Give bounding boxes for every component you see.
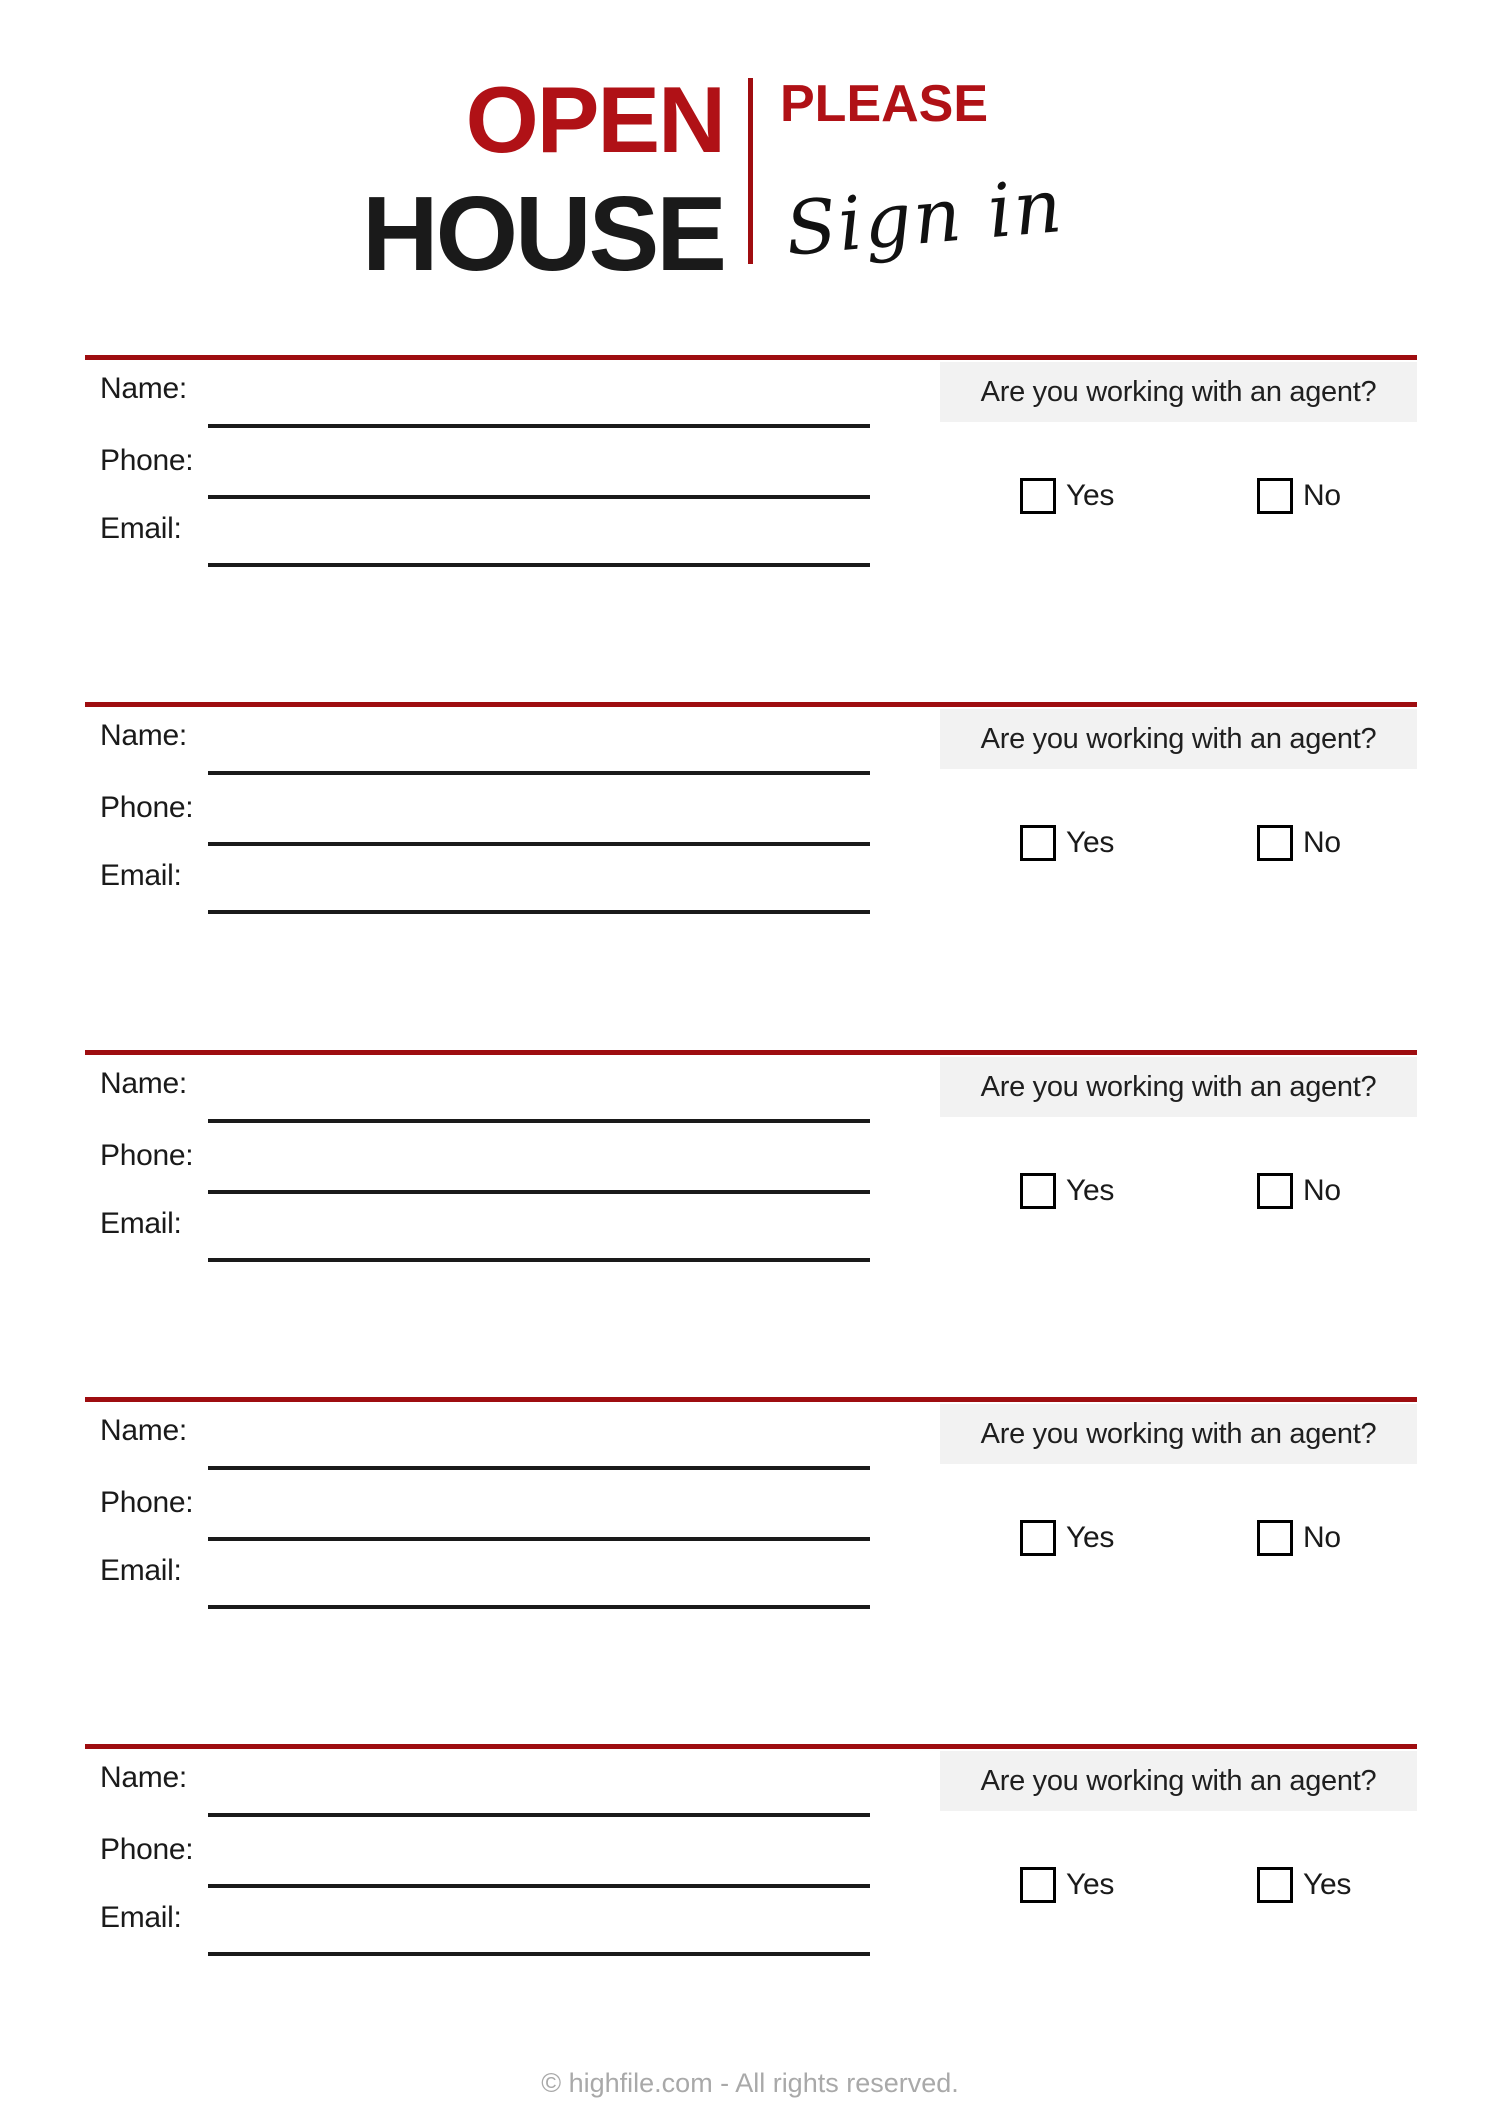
agent-no-choice bbox=[1257, 1171, 1341, 1211]
logo-please-text: PLEASE bbox=[780, 75, 989, 133]
section-top-rule bbox=[85, 702, 1417, 707]
logo-house-text: HOUSE bbox=[362, 175, 724, 293]
no-label: No bbox=[1303, 1174, 1341, 1207]
phone-label: Phone: bbox=[100, 1833, 194, 1866]
agent-question-box: Are you working with an agent? bbox=[940, 1751, 1417, 1811]
agent-question-box: Are you working with an agent? bbox=[940, 1057, 1417, 1117]
agent-question-box: Are you working with an agent? bbox=[940, 1404, 1417, 1464]
yes-checkbox[interactable] bbox=[1020, 1173, 1056, 1209]
agent-no-choice bbox=[1257, 823, 1341, 863]
name-write-line[interactable] bbox=[208, 1119, 870, 1123]
agent-yes-choice bbox=[1020, 1171, 1114, 1211]
logo-open-text: OPEN bbox=[465, 67, 724, 172]
name-label: Name: bbox=[100, 1414, 187, 1447]
agent-question-box: Are you working with an agent? bbox=[940, 709, 1417, 769]
name-write-line[interactable] bbox=[208, 1813, 870, 1817]
no-checkbox[interactable] bbox=[1257, 825, 1293, 861]
email-label: Email: bbox=[100, 1554, 182, 1587]
no-checkbox[interactable] bbox=[1257, 478, 1293, 514]
email-label: Email: bbox=[100, 512, 182, 545]
email-write-line[interactable] bbox=[208, 563, 870, 567]
yes-label: Yes bbox=[1066, 1174, 1115, 1207]
name-label: Name: bbox=[100, 1067, 187, 1100]
phone-write-line[interactable] bbox=[208, 1884, 870, 1888]
yes-label: Yes bbox=[1066, 479, 1115, 512]
phone-write-line[interactable] bbox=[208, 1537, 870, 1541]
sign-in-entry-1 bbox=[0, 355, 1500, 702]
yes-checkbox[interactable] bbox=[1020, 825, 1056, 861]
logo-sign-in-script-text: Sign in bbox=[782, 162, 1067, 273]
yes-checkbox[interactable] bbox=[1020, 1520, 1056, 1556]
no-checkbox[interactable] bbox=[1257, 1520, 1293, 1556]
phone-label: Phone: bbox=[100, 1486, 194, 1519]
agent-yes-choice bbox=[1020, 476, 1114, 516]
email-write-line[interactable] bbox=[208, 1605, 870, 1609]
phone-label: Phone: bbox=[100, 791, 194, 824]
section-top-rule bbox=[85, 355, 1417, 360]
sign-in-entry-2 bbox=[0, 702, 1500, 1049]
logo-subtitle bbox=[780, 75, 1067, 273]
logo-vertical-divider bbox=[748, 78, 753, 264]
phone-label: Phone: bbox=[100, 1139, 194, 1172]
section-top-rule bbox=[85, 1050, 1417, 1055]
agent-no-choice bbox=[1257, 1518, 1341, 1558]
no-label: No bbox=[1303, 826, 1341, 859]
phone-write-line[interactable] bbox=[208, 842, 870, 846]
yes-label: Yes bbox=[1066, 1521, 1115, 1554]
name-label: Name: bbox=[100, 719, 187, 752]
name-label: Name: bbox=[100, 372, 187, 405]
agent-no-choice bbox=[1257, 1865, 1351, 1905]
name-write-line[interactable] bbox=[208, 424, 870, 428]
section-top-rule bbox=[85, 1744, 1417, 1749]
phone-label: Phone: bbox=[100, 444, 194, 477]
agent-yes-choice bbox=[1020, 823, 1114, 863]
email-label: Email: bbox=[100, 859, 182, 892]
email-write-line[interactable] bbox=[208, 1952, 870, 1956]
no-label: No bbox=[1303, 1521, 1341, 1554]
section-top-rule bbox=[85, 1397, 1417, 1402]
agent-question-box: Are you working with an agent? bbox=[940, 362, 1417, 422]
email-label: Email: bbox=[100, 1207, 182, 1240]
email-label: Email: bbox=[100, 1901, 182, 1934]
yes-label: Yes bbox=[1066, 1868, 1115, 1901]
name-write-line[interactable] bbox=[208, 1466, 870, 1470]
sign-in-entry-3 bbox=[0, 1050, 1500, 1397]
yes-label: Yes bbox=[1066, 826, 1115, 859]
agent-no-choice bbox=[1257, 476, 1341, 516]
no-checkbox[interactable] bbox=[1257, 1173, 1293, 1209]
name-label: Name: bbox=[100, 1761, 187, 1794]
email-write-line[interactable] bbox=[208, 1258, 870, 1262]
name-write-line[interactable] bbox=[208, 771, 870, 775]
yes-checkbox[interactable] bbox=[1020, 478, 1056, 514]
yes-checkbox[interactable] bbox=[1020, 1867, 1056, 1903]
no-label: No bbox=[1303, 479, 1341, 512]
copyright-footer: © highfile.com - All rights reserved. bbox=[541, 2068, 959, 2098]
agent-yes-choice bbox=[1020, 1865, 1114, 1905]
phone-write-line[interactable] bbox=[208, 495, 870, 499]
no-label: Yes bbox=[1303, 1868, 1352, 1901]
logo-title bbox=[300, 67, 724, 293]
sign-in-entry-4 bbox=[0, 1397, 1500, 1744]
phone-write-line[interactable] bbox=[208, 1190, 870, 1194]
email-write-line[interactable] bbox=[208, 910, 870, 914]
no-checkbox[interactable] bbox=[1257, 1867, 1293, 1903]
sign-in-entry-5 bbox=[0, 1744, 1500, 2091]
agent-yes-choice bbox=[1020, 1518, 1114, 1558]
